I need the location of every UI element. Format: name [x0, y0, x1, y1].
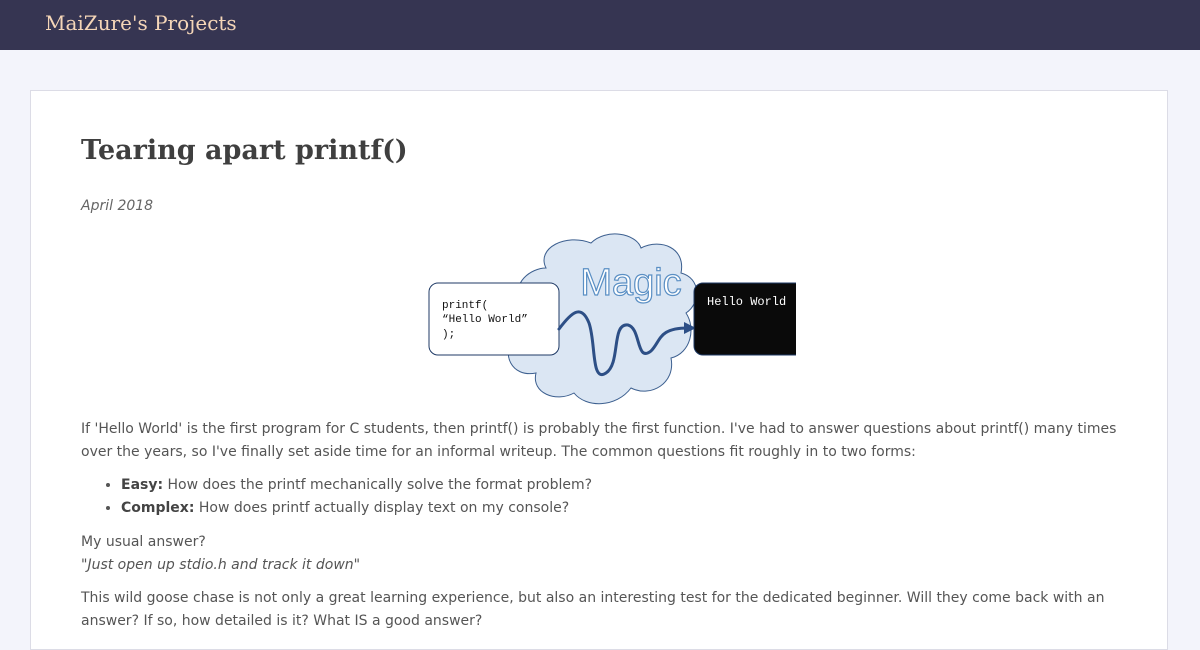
question-text: How does the printf mechanically solve the format problem? — [167, 477, 593, 493]
code-line-2: “Hello World” — [442, 314, 528, 326]
code-line-1: printf( — [442, 300, 489, 312]
console-output: Hello World — [707, 295, 787, 309]
intro-paragraph: If 'Hello World' is the first program for C students, then printf() is probably the first function. I've had to answer questions about printf() many times over the years, so I've finally set aside time for an informal writeup. The common questions fit roughly in to two forms: — [81, 421, 1117, 460]
questions-list — [81, 474, 1121, 520]
usual-answer-quote: "Just open up stdio.h and track it down" — [81, 557, 361, 573]
console-box — [694, 283, 796, 355]
list-item — [121, 497, 1121, 520]
code-line-3: ); — [442, 329, 456, 341]
site-brand-link[interactable]: MaiZure's Projects — [45, 11, 237, 35]
cloud-magic-label: Magic — [580, 262, 682, 304]
usual-answer-label: My usual answer? — [81, 534, 206, 550]
closing-paragraph: This wild goose chase is not only a great learning experience, but also an interesting test for the dedicated beginner. Will they come back with an answer? If so, how detailed is it? What IS a good answer? — [81, 590, 1105, 629]
question-label: Complex: — [121, 500, 195, 516]
question-text: How does printf actually display text on my console? — [198, 500, 570, 516]
article-card — [30, 90, 1168, 650]
printf-magic-diagram — [396, 233, 796, 408]
list-item — [121, 474, 1121, 497]
article-title: Tearing apart printf() — [81, 135, 408, 166]
article-date: April 2018 — [81, 198, 154, 214]
question-label: Easy: — [121, 477, 164, 493]
top-navbar — [0, 0, 1200, 50]
